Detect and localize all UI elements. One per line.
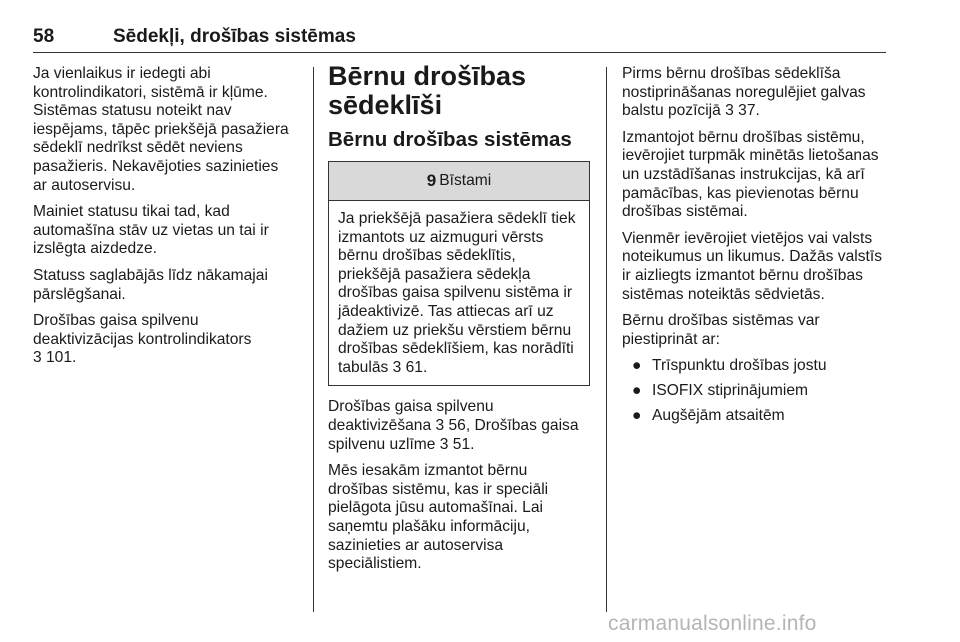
bullet-icon: ● <box>632 357 642 375</box>
page-header <box>33 26 886 56</box>
warning-icon: 9 <box>426 170 437 190</box>
paragraph: Drošības gaisa spilvenu deaktivizēšana 3 56, Drošības gaisa spilvenu uzlīme 3 51. <box>328 398 579 453</box>
warning-box <box>328 161 590 386</box>
column-1 <box>33 65 301 376</box>
section-heading: Bērnu drošības sēdeklīši <box>328 61 527 120</box>
page-number: 58 <box>33 26 55 47</box>
header-rule <box>33 52 886 53</box>
list-item <box>622 407 892 426</box>
bullet-icon: ● <box>632 381 642 399</box>
list-item-text: Trīspunktu drošības jostu <box>652 357 827 375</box>
paragraph: Mēs iesakām izmantot bērnu drošības sistēmu, kas ir speciāli pielāgota jūsu automašīnai. Lai saņemtu plašāku informāciju, sazinieties ar autoservisa speciālistiem. <box>328 462 549 573</box>
paragraph: Izmantojot bērnu drošības sistēmu, ievērojiet turpmāk minētās lietošanas un uzstādīšanas instrukcijas, kā arī pamācības, kas pievienotas bērnu drošības sistēmai. <box>622 128 879 221</box>
section-subheading: Bērnu drošības sistēmas <box>328 128 572 151</box>
paragraph: Drošības gaisa spilvenu deaktivizācijas kontrolindikators 3 101. <box>33 312 252 367</box>
bullet-icon: ● <box>632 406 642 424</box>
column-2 <box>328 61 590 582</box>
list-item <box>622 357 892 376</box>
column-3 <box>622 65 892 431</box>
list-item-text: ISOFIX stiprinājumiem <box>652 381 808 399</box>
column-divider <box>606 67 607 612</box>
paragraph: Ja vienlaikus ir iedegti abi kontrolindikatori, sistēmā ir kļūme. Sistēmas statusu noteikt nav iespējams, tāpēc priekšējā pasažiera sēdeklī nedrīkst sēdēt neviens pasažieris. Nekavējoties sazinieties ar autoservisu. <box>33 65 289 194</box>
chapter-title: Sēdekļi, drošības sistēmas <box>113 26 356 47</box>
list-item-text: Augšējām atsaitēm <box>652 406 785 424</box>
paragraph: Pirms bērnu drošības sēdeklīša nostiprināšanas noregulējiet galvas balstu pozīcijā 3 37. <box>622 65 866 120</box>
list-item <box>622 382 892 401</box>
warning-title: Bīstami <box>439 171 492 189</box>
paragraph: Bērnu drošības sistēmas var piestiprināt ar: <box>622 312 820 348</box>
paragraph: Vienmēr ievērojiet vietējos vai valsts noteikumus un likumus. Dažās valstīs ir aizliegts izmantot bērnu drošības sistēmas noteiktās sēdvietās. <box>622 229 882 303</box>
watermark: carmanualsonline.info <box>608 612 817 635</box>
paragraph: Statuss saglabājās līdz nākamajai pārslēgšanai. <box>33 266 268 303</box>
column-divider <box>313 67 314 612</box>
warning-text: Ja priekšējā pasažiera sēdeklī tiek izmantots uz aizmuguri vērsts bērnu drošības sēdeklītis, priekšējā pasažiera sēdekļa drošības gaisa spilvenu sistēma ir jādeaktivizē. Tas attiecas arī uz dažiem uz priekšu vērstiem bērnu drošības sēdeklīšiem, kas norādīti tabulās 3 61. <box>338 210 576 376</box>
bullet-list <box>622 357 892 425</box>
paragraph: Mainiet statusu tikai tad, kad automašīna stāv uz vietas un tai ir izslēgta aizdedze. <box>33 203 269 258</box>
warning-header <box>329 162 589 201</box>
